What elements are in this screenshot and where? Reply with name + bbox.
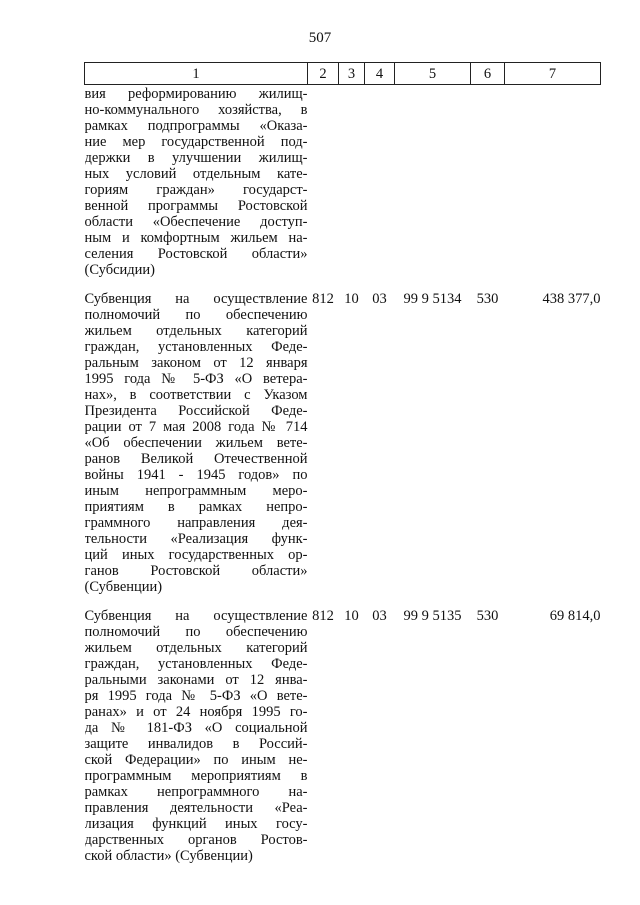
page-number: 507 bbox=[308, 30, 332, 46]
description-line: ным и комфортным жильем на- bbox=[84, 230, 308, 246]
budget-table bbox=[84, 62, 601, 864]
amount-cell bbox=[505, 85, 601, 279]
amount-cell: 69 814,0 bbox=[549, 608, 601, 624]
grbs-code-cell: 812 bbox=[312, 608, 334, 624]
row-description bbox=[85, 85, 308, 279]
grbs-code-cell: 812 bbox=[312, 291, 334, 307]
section-code-cell: 10 bbox=[344, 291, 359, 307]
row-description bbox=[85, 595, 308, 864]
description-line: нах», в соответствии с Указом bbox=[84, 387, 308, 403]
grbs-code-cell bbox=[308, 85, 339, 279]
description-line: вия реформированию жилищ- bbox=[84, 86, 308, 102]
description-line: «Об обеспечении жильем вете- bbox=[84, 435, 308, 451]
target-article-code-cell: 99 9 5135 bbox=[403, 608, 462, 624]
description-line: Субвенция на осуществление bbox=[84, 608, 308, 624]
description-line: ных условий отдельным кате- bbox=[84, 166, 308, 182]
description-line: но-коммунального хозяйства, в bbox=[84, 102, 308, 118]
row-description bbox=[85, 278, 308, 595]
amount-cell: 438 377,0 bbox=[542, 291, 601, 307]
section-code-cell: 10 bbox=[344, 608, 359, 624]
description-line: (Субвенции) bbox=[84, 579, 163, 595]
column-header-1: 1 bbox=[85, 63, 308, 85]
table-row bbox=[85, 278, 601, 595]
subsection-code-cell: 03 bbox=[372, 608, 387, 624]
expense-type-code-cell bbox=[471, 85, 505, 279]
column-header-5: 5 bbox=[395, 63, 471, 85]
column-header-6: 6 bbox=[471, 63, 505, 85]
section-code-cell bbox=[339, 85, 365, 279]
table-body bbox=[85, 85, 601, 865]
description-line: приятиям в рамках непро- bbox=[84, 499, 308, 515]
description-line: граммного направления дея- bbox=[84, 515, 308, 531]
column-header-3: 3 bbox=[339, 63, 365, 85]
description-line: иным непрограммным меро- bbox=[84, 483, 308, 499]
subsection-code-cell: 03 bbox=[372, 291, 387, 307]
description-line: ря 1995 года № 5-ФЗ «О вете- bbox=[84, 688, 308, 704]
description-line: тельности «Реализация функ- bbox=[84, 531, 308, 547]
description-line: войны 1941 - 1945 годов» по bbox=[84, 467, 308, 483]
expense-type-code-cell: 530 bbox=[476, 291, 499, 307]
description-line: ганов Ростовской области» bbox=[84, 563, 308, 579]
description-line: полномочий по обеспечению bbox=[84, 624, 308, 640]
description-line: венной программы Ростовской bbox=[84, 198, 308, 214]
target-article-code-cell bbox=[395, 85, 471, 279]
description-line: жильем отдельных категорий bbox=[84, 323, 308, 339]
description-line: ций иных государственных ор- bbox=[84, 547, 308, 563]
column-header-4: 4 bbox=[365, 63, 395, 85]
expense-type-code-cell: 530 bbox=[476, 608, 499, 624]
description-line: Субвенция на осуществление bbox=[84, 291, 308, 307]
description-line: держки в улучшении жилищ- bbox=[84, 150, 308, 166]
description-line: Президента Российской Феде- bbox=[84, 403, 308, 419]
description-line: области «Обеспечение доступ- bbox=[84, 214, 308, 230]
description-line: (Субсидии) bbox=[84, 262, 155, 278]
description-line: рации от 7 мая 2008 года № 714 bbox=[84, 419, 308, 435]
target-article-code-cell: 99 9 5134 bbox=[403, 291, 462, 307]
description-line: ской Федерации» по иным не- bbox=[84, 752, 308, 768]
description-line: ской области» (Субвенции) bbox=[84, 848, 253, 864]
description-line: 1995 года № 5-ФЗ «О ветера- bbox=[84, 371, 308, 387]
table-row bbox=[85, 595, 601, 864]
description-line: ральными законами от 12 янва- bbox=[84, 672, 308, 688]
description-line: полномочий по обеспечению bbox=[84, 307, 308, 323]
description-line: программным мероприятиям в bbox=[84, 768, 308, 784]
description-line: ральным законом от 12 января bbox=[84, 355, 308, 371]
description-line: дарственных органов Ростов- bbox=[84, 832, 308, 848]
subsection-code-cell bbox=[365, 85, 395, 279]
description-line: правления деятельности «Реа- bbox=[84, 800, 308, 816]
description-line: селения Ростовской области» bbox=[84, 246, 308, 262]
description-line: ние мер государственной под- bbox=[84, 134, 308, 150]
description-line: гориям граждан» государст- bbox=[84, 182, 308, 198]
description-line: защите инвалидов в Россий- bbox=[84, 736, 308, 752]
description-line: ранов Великой Отечественной bbox=[84, 451, 308, 467]
description-line: рамках подпрограммы «Оказа- bbox=[84, 118, 308, 134]
description-line: жильем отдельных категорий bbox=[84, 640, 308, 656]
description-line: рамках непрограммного на- bbox=[84, 784, 308, 800]
description-line: ранах» и от 24 ноября 1995 го- bbox=[84, 704, 308, 720]
description-line: граждан, установленных Феде- bbox=[84, 339, 308, 355]
description-line: да № 181-ФЗ «О социальной bbox=[84, 720, 308, 736]
description-line: граждан, установленных Феде- bbox=[84, 656, 308, 672]
description-line: лизация функций иных госу- bbox=[84, 816, 308, 832]
table-row bbox=[85, 85, 601, 279]
column-header-2: 2 bbox=[308, 63, 339, 85]
column-header-7: 7 bbox=[505, 63, 601, 85]
header-row bbox=[85, 63, 601, 85]
